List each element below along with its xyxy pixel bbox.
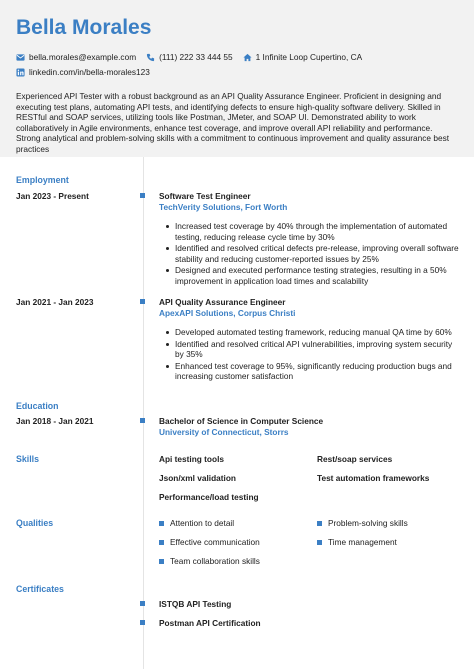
bullet-square: [159, 521, 164, 526]
certificate-title: ISTQB API Testing: [159, 599, 232, 609]
bullet-square: [317, 540, 322, 545]
list-item: Enhanced test coverage to 95%, significantly reducing production bugs and increasing customer satisfaction: [175, 361, 460, 382]
home-icon: [243, 53, 252, 62]
list-item: Designed and executed performance testing strategies, resulting in a 50% improvement in application load times and scalability: [175, 265, 460, 286]
bullet-square: [159, 540, 164, 545]
skill-item: Rest/soap services: [317, 454, 393, 464]
certificate-title: Postman API Certification: [159, 618, 261, 628]
skill-item: Json/xml validation: [159, 473, 236, 483]
job-title: API Quality Assurance Engineer: [159, 297, 286, 307]
certificates-heading: Certificates: [16, 584, 64, 594]
linkedin-icon: [16, 68, 25, 77]
email-contact[interactable]: [16, 52, 136, 62]
profile-summary: Experienced API Tester with a robust background as an API Quality Assurance Engineer. Proficient in designing and executing test plans, automating API tests, and identifying defects to ensure high-quality software delivery. Skilled in RESTful and SOAP services, utilizing tools like Postman, JMeter, and SOAP UI. Demonstrated ability to work collaboratively in Agile environments, enhance test coverage, and improve overall API reliability and performance. Strong analytical and problem-solving skills with a commitment to continuous improvement and quality assurance best practices: [16, 91, 450, 154]
employment-heading: Employment: [16, 175, 69, 185]
quality-text: Time management: [328, 537, 397, 547]
entry-date: Jan 2021 - Jan 2023: [16, 297, 94, 307]
list-item: Identified and resolved critical defects pre-release, improving overall software stability and reducing customer-reported issues by 25%: [175, 243, 459, 264]
bullet-square: [317, 521, 322, 526]
company-name: ApexAPI Solutions, Corpus Christi: [159, 308, 296, 318]
linkedin-text: linkedin.com/in/bella-morales123: [29, 67, 150, 77]
quality-item: [159, 556, 260, 566]
skill-item: Performance/load testing: [159, 492, 259, 502]
linkedin-contact[interactable]: [16, 67, 150, 77]
email-text: bella.morales@example.com: [29, 52, 137, 62]
contact-line-1: [16, 50, 458, 64]
achievement-list: [175, 221, 460, 288]
quality-text: Problem-solving skills: [328, 518, 408, 528]
quality-text: Attention to detail: [170, 518, 235, 528]
education-heading: Education: [16, 401, 59, 411]
phone-icon: [146, 53, 155, 62]
timeline-marker: [140, 418, 145, 423]
envelope-icon: [16, 53, 25, 62]
employment-section: [16, 175, 459, 382]
entry-date: Jan 2023 - Present: [16, 191, 89, 201]
timeline-marker: [140, 601, 145, 606]
entry-date: Jan 2018 - Jan 2021: [16, 416, 94, 426]
candidate-name: Bella Morales: [16, 16, 152, 39]
quality-text: Effective communication: [170, 537, 260, 547]
certificates-section: [16, 584, 458, 628]
list-item: Identified and resolved critical API vulnerabilities, improving system security by 35%: [175, 339, 460, 360]
skill-item: Test automation frameworks: [317, 473, 430, 483]
company-name: TechVerity Solutions, Fort Worth: [159, 202, 288, 212]
contact-line-2: [16, 65, 458, 79]
quality-text: Team collaboration skills: [170, 556, 260, 566]
skills-heading: Skills: [16, 454, 39, 464]
timeline-marker: [140, 299, 145, 304]
degree-title: Bachelor of Science in Computer Science: [159, 416, 324, 426]
qualities-section: [16, 518, 458, 566]
phone-text: (111) 222 33 444 55: [159, 52, 233, 62]
address-text: 1 Infinite Loop Cupertino, CA: [255, 52, 363, 62]
skills-section: [16, 454, 458, 502]
timeline-marker: [140, 193, 145, 198]
list-item: Developed automated testing framework, reducing manual QA time by 60%: [175, 327, 460, 338]
quality-item: [159, 537, 260, 547]
timeline-marker: [140, 620, 145, 625]
quality-item: [317, 537, 397, 547]
resume-header: [0, 0, 474, 157]
job-title: Software Test Engineer: [159, 191, 251, 201]
achievement-list: [175, 327, 460, 383]
address-contact: [243, 52, 363, 62]
list-item: Increased test coverage by 40% through the implementation of automated testing, reducing release cycle time by 30%: [175, 221, 460, 242]
school-name: University of Connecticut, Storrs: [159, 427, 289, 437]
skill-item: Api testing tools: [159, 454, 224, 464]
qualities-heading: Qualities: [16, 518, 54, 528]
phone-contact[interactable]: [146, 52, 233, 62]
quality-item: [159, 518, 234, 528]
education-section: [16, 401, 458, 437]
bullet-square: [159, 559, 164, 564]
quality-item: [317, 518, 408, 528]
